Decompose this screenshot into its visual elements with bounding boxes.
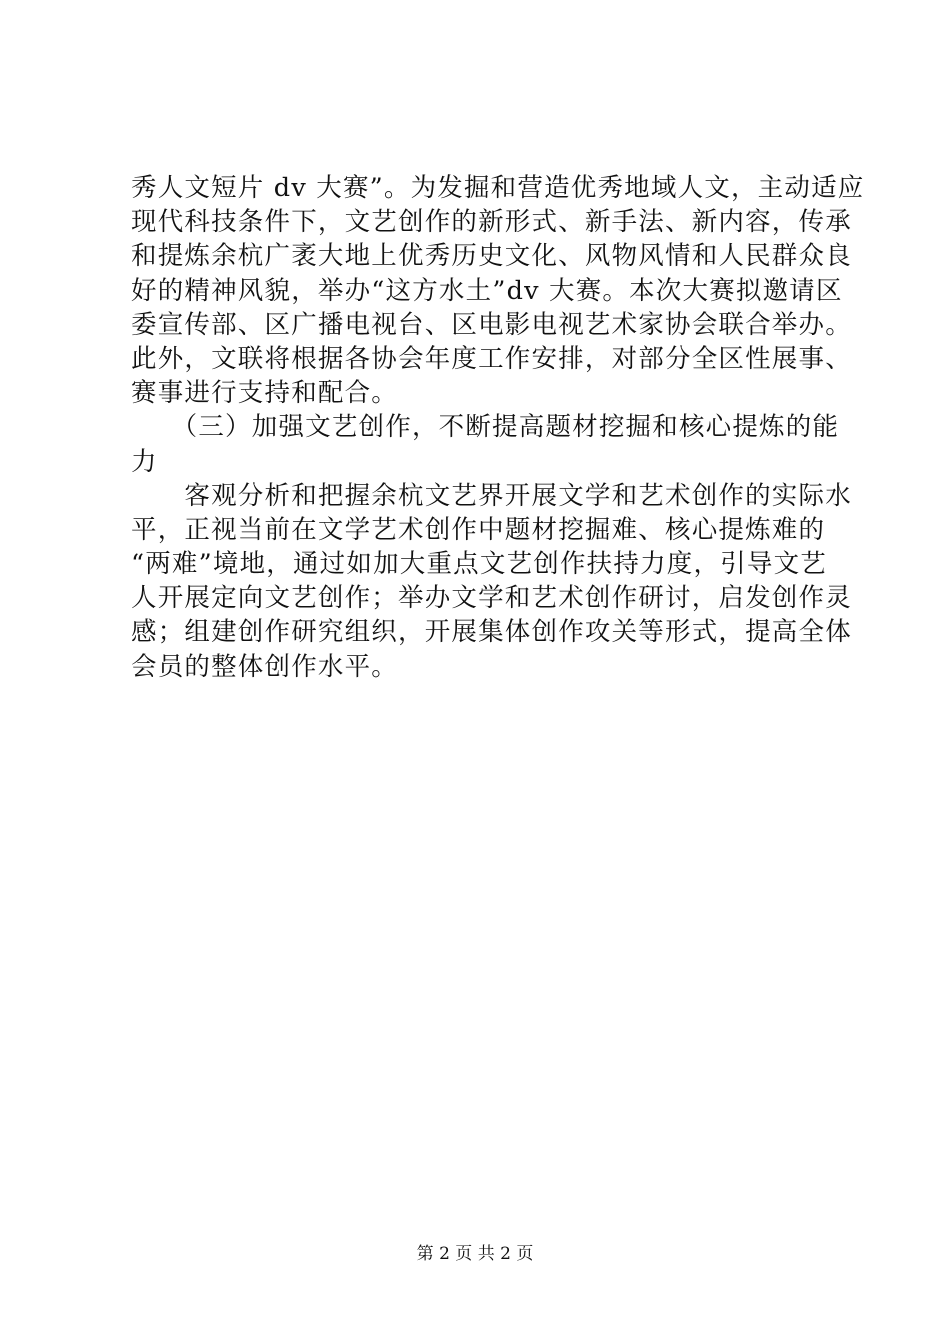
- page-number-label: 第 2 页 共 2 页: [416, 1244, 534, 1264]
- text-line: 和提炼余杭广袤大地上优秀历史文化、风物风情和人民群众良: [131, 241, 852, 272]
- text-line: 此外，文联将根据各协会年度工作安排，对部分全区性展事、: [131, 343, 852, 374]
- text-line: 平，正视当前在文学艺术创作中题材挖掘难、核心提炼难的: [131, 514, 826, 545]
- text-line: 人开展定向文艺创作；举办文学和艺术创作研讨，启发创作灵: [131, 583, 852, 614]
- text-line: 会员的整体创作水平。: [131, 651, 399, 682]
- page-footer: [0, 1242, 950, 1266]
- text-line: 委宣传部、区广播电视台、区电影电视艺术家协会联合举办。: [131, 309, 852, 340]
- text-line: “两难”境地，通过如加大重点文艺创作扶持力度，引导文艺: [131, 549, 827, 580]
- text-line: 赛事进行支持和配合。: [131, 378, 399, 409]
- text-line: 感；组建创作研究组织，开展集体创作攻关等形式，提高全体: [131, 617, 852, 648]
- section-heading-line: 力: [131, 446, 158, 477]
- body-text: [131, 171, 865, 684]
- section-heading-line: （三）加强文艺创作，不断提高题材挖掘和核心提炼的能: [131, 412, 840, 443]
- text-line: 现代科技条件下，文艺创作的新形式、新手法、新内容，传承: [131, 207, 852, 238]
- text-line: 好的精神风貌，举办“这方水土”dv 大赛。本次大赛拟邀请区: [131, 275, 843, 306]
- text-line: 秀人文短片 dv 大赛”。为发掘和营造优秀地域人文，主动适应: [131, 173, 865, 203]
- text-line: 客观分析和把握余杭文艺界开展文学和艺术创作的实际水: [131, 480, 852, 511]
